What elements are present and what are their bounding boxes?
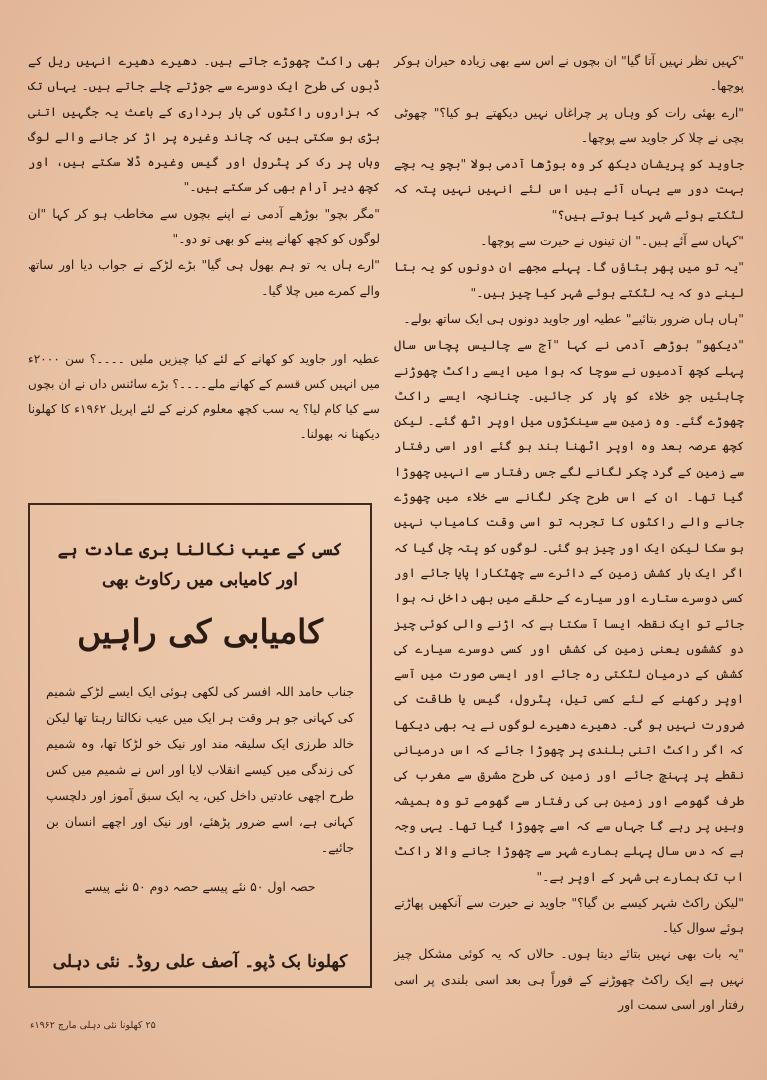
story-paragraph: "کہاں سے آئے ہیں۔" ان تینوں نے حیرت سے پوچھا۔	[480, 233, 744, 249]
story-paragraph: بھی راکٹ چھوڑے جاتے ہیں۔ دھیرے دھیرے انہیں ریل کے ڈبوں کی طرح ایک دوسرے سے جوڑتے چلے جاتے ہیں۔ یہاں تک کہ ہزاروں راکٹوں کی بار برداری کے باعث یہ جگہیں اتنی بڑی ہو سکتی ہیں کہ چاند وغیرہ پر اڑ کر جانے والے لوگ وہاں پر رک کر پٹرول اور گیس وغیرہ ڈلا سکتے ہیں، اور کچھ دیر آرام بھی کر سکتے ہیں۔"	[28, 53, 380, 195]
story-paragraph: "لیکن راکٹ شہر کیسے بن گیا؟" جاوید نے حیرت سے آنکھیں پھاڑتے ہوئے سوال کیا۔	[394, 894, 744, 936]
ad-description: جناب حامد اللہ افسر کی لکھی ہوئی ایک ایسے لڑکے شمیم کی کہانی جو ہر وقت ہر ایک میں عیب نکالتا رہتا تھا لیکن خالد طرزی ایک سلیقہ مند اور نیک خو لڑکا تھا، وہ شمیم کی زندگی میں کیسے انقلاب لایا اور اس نے شمیم میں کس طرح اچھی عادتیں داخل کیں، یہ ایک سبق آموز اور دلچسپ کہانی ہے، اسے ضرور پڑھئے، اور نیک اور اچھے انسان بن جائیے۔	[46, 684, 354, 855]
story-column-left	[28, 48, 380, 448]
issue-line: کھلونا نئی دہلی مارچ ۱۹۶۲ء	[30, 1020, 143, 1031]
story-paragraph: "ارے ہاں یہ تو ہم بھول ہی گیا" بڑے لڑکے نے جواب دیا اور ساتھ والے کمرے میں چلا گیا۔	[28, 257, 380, 298]
page-footer	[30, 1020, 190, 1031]
ad-book-title: کامیابی کی راہیں	[77, 612, 323, 651]
story-paragraph: "یہ تو میں پھر بتاؤں گا۔ پہلے مجھے ان دونوں کو یہ بتا لینے دو کہ یہ لٹکتے ہوئے شہر کیا چیز ہیں۔"	[394, 259, 744, 300]
book-advertisement	[28, 503, 372, 988]
story-paragraph: "یہ بات بھی نہیں بتائے دیتا ہوں۔ حالاں کہ یہ کوئی مشکل چیز نہیں ہے ایک راکٹ چھوڑنے کے فوراً ہی بعد اسی بلندی پر اسی رفتار اور اسی سمت اور	[394, 946, 744, 1012]
ad-subheadline: اور کامیابی میں رکاوٹ بھی	[101, 570, 298, 590]
story-column-right	[394, 48, 744, 1018]
next-issue-teaser: عطیہ اور جاوید کو کھانے کے لئے کیا چیزیں ملیں ۔۔۔۔؟ سن ۲۰۰۰ء میں انہیں کس قسم کے کھانے ملے۔۔۔۔؟ بڑے سائنس داں نے ان بچوں سے کیا کام لیا؟ یہ سب کچھ معلوم کرنے کے لئے اپریل ۱۹۶۲ء کا کھلونا دیکھنا نہ بھولنا۔	[28, 351, 380, 441]
story-paragraph: "کہیں نظر نہیں آتا گیا" ان بچوں نے اس سے بھی زیادہ حیران ہوکر پوچھا۔	[394, 53, 744, 94]
page-number: ۲۵	[145, 1020, 156, 1031]
ad-price: حصہ اول ۵۰ نئے پیسے حصہ دوم ۵۰ نئے پیسے	[84, 879, 316, 894]
story-paragraph: "مگر بچو" بوڑھے آدمی نے اپنے بچوں سے مخاطب ہو کر کہا "ان لوگوں کو کچھ کھانے پینے کو بھی تو دو۔"	[28, 205, 380, 247]
story-paragraph: "ہاں ہاں ضرور بتائیے" عطیہ اور جاوید دونوں ہی ایک ساتھ بولے۔	[403, 310, 744, 326]
ad-publisher: کھلونا بک ڈپو۔ آصف علی روڈ۔ نئی دہلی	[52, 952, 348, 972]
story-paragraph: جاوید کو پریشان دیکھ کر وہ بوڑھا آدمی بولا "بچو یہ بچے بہت دور سے یہاں آئے ہیں اس لئے انہیں نہیں پتہ کہ لٹکتے ہوئے شہر کیا ہوتے ہیں؟"	[394, 156, 744, 222]
story-paragraph: "ارے بھئی رات کو وہاں پر چراغاں نہیں دیکھتے ہو کیا؟" چھوٹی بچی نے چلا کر جاوید سے پوچھا۔	[394, 104, 744, 145]
ad-headline: کسی کے عیب نکالنا بری عادت ہے	[57, 540, 343, 560]
story-paragraph: "دیکھو" بوڑھے آدمی نے کہا "آج سے چالیس پچاس سال پہلے کچھ آدمیوں نے سوچا کہ ہوا میں ایسے راکٹ چھوڑنے چاہئیں جو خلاء کو پار کر جائیں۔ چنانچہ ایسے راکٹ چھوڑے گئے۔ وہ زمین سے سینکڑوں میل اوپر اٹھ گئے۔ لیکن کچھ عرصہ بعد وہ اوپر اٹھنا بند ہو گئے اور اسی رفتار سے زمین کے گرد چکر لگانے لگے جس رفتار سے انہیں چھوڑا گیا تھا۔ ان کے اس طرح چکر لگانے سے خلاء میں چھوڑے جانے والے راکٹوں کا تجربہ تو اسی وقت کامیاب نہیں ہو سکا لیکن ایک اور چیز ہو گئی۔ لوگوں کو پتہ چل گیا کہ اگر ایک بار کشش زمین کے دائرے سے چھٹکارا پایا جائے اور کسی دوسرے ستارے اور سیارے کے حلقے میں بھی داخل نہ ہوا جائے تو ایک نقطہ ایسا آ سکتا ہے کہ اڑنے والی کوئی چیز دو کششوں یعنی زمین کی کشش اور کسی دوسرے سیارے کی کشش کے درمیان لٹکتی رہ جائے اور ایسی صورت میں آسے اوپر رکھنے کے لئے کسی تیل، پٹرول، گیس یا طاقت کی ضرورت نہیں ہو گی۔ دھیرے دھیرے لوگوں نے یہ بھی دیکھا کہ اگر راکٹ اتنی بلندی پر چھوڑا جائے کہ اس درمیانی نقطے پر پہنچ جائے اور زمین کی طرح مشرق سے مغرب کی طرف گھومے اور زمین ہی کی رفتار سے گھومے تو وہ ہمیشہ وہیں پر رہے گا جہاں سے کہ اسے چھوڑا گیا تھا۔ یہی وجہ ہے کہ دس سال پہلے ہمارے شہر سے چھوڑا جانے والا راکٹ اب تک ہمارے ہی شہر کے اوپر ہے۔"	[394, 337, 744, 884]
